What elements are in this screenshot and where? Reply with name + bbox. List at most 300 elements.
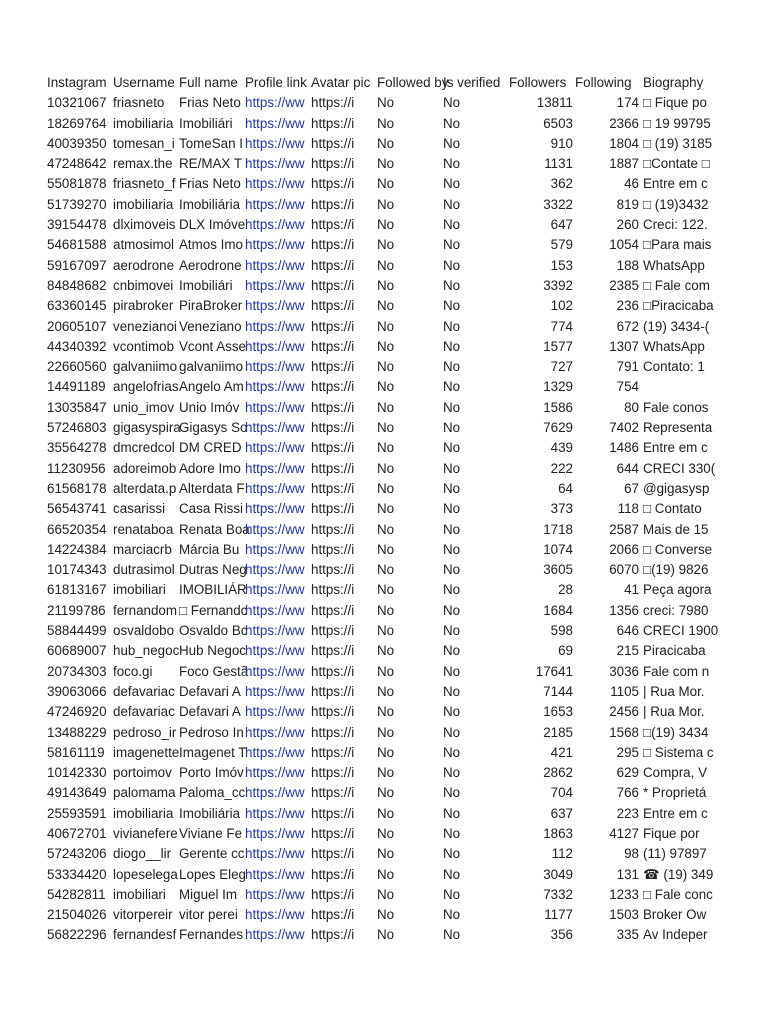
username-cell[interactable]: adoreimob (113, 460, 177, 476)
avatar-pic-cell[interactable]: https://i (311, 480, 355, 496)
instagram-id-cell[interactable]: 11230956 (47, 460, 106, 476)
username-cell[interactable]: vivianefere (113, 825, 178, 841)
is-verified-cell[interactable]: No (443, 582, 461, 598)
followed-by-cell[interactable]: No (377, 724, 395, 740)
followers-cell[interactable]: 910 (550, 135, 573, 151)
instagram-id-cell[interactable]: 63360145 (47, 298, 107, 314)
following-cell[interactable]: 1486 (609, 440, 639, 456)
full-name-cell[interactable]: Defavari A (179, 704, 241, 720)
instagram-id-cell[interactable]: 39063066 (47, 683, 107, 699)
following-cell[interactable]: 41 (624, 582, 639, 598)
instagram-id-cell[interactable]: 47246920 (47, 704, 107, 720)
profile-link-cell[interactable]: https://ww (245, 399, 305, 415)
instagram-id-cell[interactable]: 13488229 (47, 724, 107, 740)
followers-cell[interactable]: 579 (550, 237, 573, 253)
instagram-id-cell[interactable]: 54681588 (47, 237, 107, 253)
biography-cell[interactable]: (11) 97897 (643, 846, 707, 862)
avatar-pic-cell[interactable]: https://i (311, 846, 355, 862)
full-name-cell[interactable]: vitor perei (179, 907, 238, 923)
followed-by-cell[interactable]: No (377, 907, 395, 923)
username-cell[interactable]: unio_imov (113, 399, 175, 415)
avatar-pic-cell[interactable]: https://i (311, 176, 355, 192)
is-verified-cell[interactable]: No (443, 724, 461, 740)
following-cell[interactable]: 174 (616, 95, 639, 111)
biography-cell[interactable]: □ Sistema c (643, 744, 714, 760)
following-cell[interactable]: 766 (616, 785, 639, 801)
avatar-pic-cell[interactable]: https://i (311, 643, 355, 659)
full-name-cell[interactable]: Gigasys So (179, 420, 248, 436)
followers-cell[interactable]: 28 (558, 582, 573, 598)
profile-link-cell[interactable]: https://ww (245, 257, 305, 273)
avatar-pic-cell[interactable]: https://i (311, 623, 355, 639)
profile-link-cell[interactable]: https://ww (245, 825, 305, 841)
avatar-pic-cell[interactable]: https://i (311, 399, 355, 415)
full-name-cell[interactable]: DLX Imóve (179, 217, 246, 233)
instagram-id-cell[interactable]: 21199786 (47, 602, 106, 618)
biography-cell[interactable]: @gigasysp (643, 480, 710, 496)
avatar-pic-cell[interactable]: https://i (311, 765, 355, 781)
followed-by-cell[interactable]: No (377, 927, 395, 943)
is-verified-cell[interactable]: No (443, 643, 461, 659)
followers-cell[interactable]: 1586 (543, 399, 573, 415)
is-verified-cell[interactable]: No (443, 927, 461, 943)
followers-cell[interactable]: 1177 (544, 907, 573, 923)
followed-by-cell[interactable]: No (377, 115, 395, 131)
instagram-id-cell[interactable]: 56543741 (47, 501, 107, 517)
profile-link-cell[interactable]: https://ww (245, 176, 305, 192)
profile-link-cell[interactable]: https://ww (245, 217, 305, 233)
full-name-cell[interactable]: Gerente cc (179, 846, 245, 862)
full-name-cell[interactable]: □ Fernandc (179, 602, 248, 618)
following-cell[interactable]: 67 (624, 480, 639, 496)
username-cell[interactable]: friasneto_f (113, 176, 176, 192)
biography-cell[interactable]: Entre em c (643, 176, 708, 192)
followers-cell[interactable]: 3605 (543, 562, 573, 578)
followed-by-cell[interactable]: No (377, 480, 395, 496)
instagram-id-cell[interactable]: 21504026 (47, 907, 107, 923)
column-header[interactable]: Avatar pic (311, 75, 371, 90)
followers-cell[interactable]: 112 (551, 846, 573, 862)
followed-by-cell[interactable]: No (377, 156, 395, 172)
instagram-id-cell[interactable]: 10174343 (47, 562, 107, 578)
followed-by-cell[interactable]: No (377, 399, 395, 415)
biography-cell[interactable]: ☎ (19) 349 (643, 866, 714, 882)
followed-by-cell[interactable]: No (377, 683, 395, 699)
full-name-cell[interactable]: Casa Rissi (179, 501, 243, 517)
biography-cell[interactable]: Entre em c (643, 805, 708, 821)
avatar-pic-cell[interactable]: https://i (311, 379, 355, 395)
full-name-cell[interactable]: Fernandes (179, 927, 244, 943)
followed-by-cell[interactable]: No (377, 460, 395, 476)
column-header[interactable]: Biography (643, 75, 704, 90)
biography-cell[interactable]: creci: 7980 (643, 602, 709, 618)
followed-by-cell[interactable]: No (377, 602, 395, 618)
full-name-cell[interactable]: Imagenet T (179, 744, 247, 760)
instagram-id-cell[interactable]: 40672701 (47, 825, 107, 841)
instagram-id-cell[interactable]: 10142330 (47, 765, 107, 781)
following-cell[interactable]: 215 (616, 643, 639, 659)
avatar-pic-cell[interactable]: https://i (311, 135, 355, 151)
avatar-pic-cell[interactable]: https://i (311, 115, 355, 131)
followers-cell[interactable]: 3322 (543, 196, 573, 212)
biography-cell[interactable]: □Para mais (643, 237, 712, 253)
following-cell[interactable]: 1233 (609, 886, 639, 902)
followed-by-cell[interactable]: No (377, 623, 395, 639)
biography-cell[interactable]: □Piracicaba (643, 298, 714, 314)
full-name-cell[interactable]: galvaniimo (179, 359, 244, 375)
username-cell[interactable]: osvaldobo (113, 623, 175, 639)
followers-cell[interactable]: 774 (550, 318, 573, 334)
instagram-id-cell[interactable]: 22660560 (47, 359, 107, 375)
is-verified-cell[interactable]: No (443, 176, 461, 192)
following-cell[interactable]: 188 (616, 257, 639, 273)
instagram-id-cell[interactable]: 44340392 (47, 338, 107, 354)
instagram-id-cell[interactable]: 51739270 (47, 196, 107, 212)
username-cell[interactable]: defavariac (113, 683, 175, 699)
avatar-pic-cell[interactable]: https://i (311, 237, 355, 253)
followers-cell[interactable]: 102 (550, 298, 573, 314)
avatar-pic-cell[interactable]: https://i (311, 744, 355, 760)
full-name-cell[interactable]: IMOBILIÁR (179, 582, 247, 598)
instagram-id-cell[interactable]: 40039350 (47, 135, 107, 151)
is-verified-cell[interactable]: No (443, 480, 461, 496)
username-cell[interactable]: imobiliari (113, 582, 166, 598)
following-cell[interactable]: 629 (616, 765, 639, 781)
is-verified-cell[interactable]: No (443, 907, 461, 923)
avatar-pic-cell[interactable]: https://i (311, 825, 355, 841)
instagram-id-cell[interactable]: 59167097 (47, 257, 107, 273)
avatar-pic-cell[interactable]: https://i (311, 704, 355, 720)
profile-link-cell[interactable]: https://ww (245, 156, 305, 172)
instagram-id-cell[interactable]: 18269764 (47, 115, 107, 131)
full-name-cell[interactable]: TomeSan I (179, 135, 244, 151)
instagram-id-cell[interactable]: 10321067 (47, 95, 107, 111)
avatar-pic-cell[interactable]: https://i (311, 521, 355, 537)
followed-by-cell[interactable]: No (377, 196, 395, 212)
avatar-pic-cell[interactable]: https://i (311, 907, 355, 923)
is-verified-cell[interactable]: No (443, 704, 461, 720)
following-cell[interactable]: 4127 (609, 825, 639, 841)
followed-by-cell[interactable]: No (377, 541, 395, 557)
is-verified-cell[interactable]: No (443, 683, 461, 699)
followed-by-cell[interactable]: No (377, 379, 395, 395)
followed-by-cell[interactable]: No (377, 886, 395, 902)
followers-cell[interactable]: 1653 (543, 704, 573, 720)
full-name-cell[interactable]: Paloma_cc (179, 785, 246, 801)
followers-cell[interactable]: 2185 (543, 724, 573, 740)
followed-by-cell[interactable]: No (377, 562, 395, 578)
instagram-id-cell[interactable]: 61813167 (47, 582, 107, 598)
avatar-pic-cell[interactable]: https://i (311, 277, 355, 293)
username-cell[interactable]: fernandesf (113, 927, 177, 943)
full-name-cell[interactable]: Hub Negoc (179, 643, 246, 659)
followed-by-cell[interactable]: No (377, 744, 395, 760)
profile-link-cell[interactable]: https://ww (245, 521, 305, 537)
full-name-cell[interactable]: Atmos Imo (179, 237, 243, 253)
full-name-cell[interactable]: Imobiliári (179, 277, 233, 293)
following-cell[interactable]: 80 (624, 399, 639, 415)
followers-cell[interactable]: 2862 (543, 765, 573, 781)
following-cell[interactable]: 1307 (609, 338, 639, 354)
avatar-pic-cell[interactable]: https://i (311, 338, 355, 354)
instagram-id-cell[interactable]: 84848682 (47, 277, 107, 293)
is-verified-cell[interactable]: No (443, 379, 461, 395)
followed-by-cell[interactable]: No (377, 663, 395, 679)
followers-cell[interactable]: 1718 (543, 521, 573, 537)
biography-cell[interactable]: Creci: 122. (643, 217, 708, 233)
username-cell[interactable]: lopeselega (113, 866, 178, 882)
full-name-cell[interactable]: Márcia Bu (179, 541, 240, 557)
followed-by-cell[interactable]: No (377, 805, 395, 821)
following-cell[interactable]: 223 (616, 805, 639, 821)
avatar-pic-cell[interactable]: https://i (311, 196, 355, 212)
following-cell[interactable]: 335 (616, 927, 639, 943)
biography-cell[interactable]: □ (19) 3185 (643, 135, 713, 151)
username-cell[interactable]: pedroso_ir (113, 724, 177, 740)
biography-cell[interactable]: □ Converse (643, 541, 713, 557)
username-cell[interactable]: imagenette (113, 744, 180, 760)
instagram-id-cell[interactable]: 25593591 (47, 805, 107, 821)
full-name-cell[interactable]: DM CRED (179, 440, 242, 456)
following-cell[interactable]: 2366 (609, 115, 639, 131)
biography-cell[interactable]: (19) 3434-( (643, 318, 710, 334)
following-cell[interactable]: 819 (616, 196, 639, 212)
full-name-cell[interactable]: Porto Imóv (179, 765, 244, 781)
profile-link-cell[interactable]: https://ww (245, 480, 305, 496)
biography-cell[interactable]: Fale conos (643, 399, 709, 415)
profile-link-cell[interactable]: https://ww (245, 277, 305, 293)
username-cell[interactable]: casarissi (113, 501, 166, 517)
is-verified-cell[interactable]: No (443, 744, 461, 760)
followed-by-cell[interactable]: No (377, 521, 395, 537)
profile-link-cell[interactable]: https://ww (245, 420, 305, 436)
following-cell[interactable]: 6070 (609, 562, 639, 578)
followed-by-cell[interactable]: No (377, 318, 395, 334)
biography-cell[interactable]: □ 19 99795 (643, 115, 711, 131)
is-verified-cell[interactable]: No (443, 217, 461, 233)
username-cell[interactable]: vitorpereir (113, 907, 173, 923)
following-cell[interactable]: 295 (616, 744, 639, 760)
is-verified-cell[interactable]: No (443, 825, 461, 841)
avatar-pic-cell[interactable]: https://i (311, 359, 355, 375)
biography-cell[interactable]: □ Contato (643, 501, 702, 517)
full-name-cell[interactable]: RE/MAX T (179, 156, 242, 172)
followers-cell[interactable]: 362 (550, 176, 573, 192)
username-cell[interactable]: imobiliari (113, 886, 166, 902)
following-cell[interactable]: 791 (616, 359, 639, 375)
followers-cell[interactable]: 69 (558, 643, 573, 659)
biography-cell[interactable]: * Proprietá (643, 785, 707, 801)
is-verified-cell[interactable]: No (443, 420, 461, 436)
biography-cell[interactable]: Broker Ow (643, 907, 707, 923)
biography-cell[interactable]: □ Fale com (643, 277, 710, 293)
column-header[interactable]: Profile link (245, 75, 307, 90)
is-verified-cell[interactable]: No (443, 663, 461, 679)
username-cell[interactable]: portoimov (113, 765, 172, 781)
profile-link-cell[interactable]: https://ww (245, 643, 305, 659)
username-cell[interactable]: imobiliaria (113, 115, 174, 131)
followers-cell[interactable]: 13811 (536, 95, 573, 111)
followers-cell[interactable]: 1074 (543, 541, 573, 557)
following-cell[interactable]: 260 (616, 217, 639, 233)
is-verified-cell[interactable]: No (443, 196, 461, 212)
following-cell[interactable]: 1568 (609, 724, 639, 740)
instagram-id-cell[interactable]: 13035847 (47, 399, 107, 415)
full-name-cell[interactable]: Defavari A (179, 683, 241, 699)
followed-by-cell[interactable]: No (377, 217, 395, 233)
biography-cell[interactable] (641, 377, 707, 397)
following-cell[interactable]: 1054 (609, 237, 639, 253)
following-cell[interactable]: 236 (616, 298, 639, 314)
followed-by-cell[interactable]: No (377, 825, 395, 841)
profile-link-cell[interactable]: https://ww (245, 765, 305, 781)
full-name-cell[interactable]: Miguel Im (179, 886, 238, 902)
username-cell[interactable]: dutrasimol (113, 562, 175, 578)
instagram-id-cell[interactable]: 14224384 (47, 541, 107, 557)
column-header[interactable]: Followers (509, 75, 567, 90)
is-verified-cell[interactable]: No (443, 785, 461, 801)
profile-link-cell[interactable]: https://ww (245, 196, 305, 212)
instagram-id-cell[interactable]: 20734303 (47, 663, 107, 679)
full-name-cell[interactable]: Imobiliári (179, 115, 233, 131)
avatar-pic-cell[interactable]: https://i (311, 217, 355, 233)
profile-link-cell[interactable]: https://ww (245, 338, 305, 354)
following-cell[interactable]: 2066 (609, 541, 639, 557)
profile-link-cell[interactable]: https://ww (245, 846, 305, 862)
is-verified-cell[interactable]: No (443, 277, 461, 293)
username-cell[interactable]: friasneto (113, 95, 165, 111)
is-verified-cell[interactable]: No (443, 359, 461, 375)
is-verified-cell[interactable]: No (443, 257, 461, 273)
avatar-pic-cell[interactable]: https://i (311, 582, 355, 598)
full-name-cell[interactable]: Frias Neto (179, 95, 241, 111)
profile-link-cell[interactable]: https://ww (245, 318, 305, 334)
followers-cell[interactable]: 1863 (543, 825, 573, 841)
avatar-pic-cell[interactable]: https://i (311, 724, 355, 740)
avatar-pic-cell[interactable]: https://i (311, 156, 355, 172)
full-name-cell[interactable]: Adore Imo (179, 460, 241, 476)
full-name-cell[interactable]: Renata Boa (179, 521, 250, 537)
profile-link-cell[interactable]: https://ww (245, 298, 305, 314)
avatar-pic-cell[interactable]: https://i (311, 602, 355, 618)
profile-link-cell[interactable]: https://ww (245, 927, 305, 943)
username-cell[interactable]: angelofrias (113, 379, 179, 395)
is-verified-cell[interactable]: No (443, 237, 461, 253)
followed-by-cell[interactable]: No (377, 420, 395, 436)
biography-cell[interactable]: □(19) 9826 (643, 562, 709, 578)
followed-by-cell[interactable]: No (377, 785, 395, 801)
instagram-id-cell[interactable]: 39154478 (47, 217, 107, 233)
avatar-pic-cell[interactable]: https://i (311, 785, 355, 801)
full-name-cell[interactable]: Viviane Fe (179, 825, 243, 841)
followers-cell[interactable]: 64 (558, 480, 573, 496)
followers-cell[interactable]: 704 (550, 785, 573, 801)
username-cell[interactable]: foco.gi (113, 663, 153, 679)
followed-by-cell[interactable]: No (377, 440, 395, 456)
following-cell[interactable]: 131 (616, 866, 639, 882)
instagram-id-cell[interactable]: 58844499 (47, 623, 107, 639)
username-cell[interactable]: diogo__lir (113, 846, 172, 862)
followed-by-cell[interactable]: No (377, 95, 395, 111)
instagram-id-cell[interactable]: 66520354 (47, 521, 107, 537)
following-cell[interactable]: 1503 (609, 907, 639, 923)
instagram-id-cell[interactable]: 54282811 (47, 886, 106, 902)
is-verified-cell[interactable]: No (443, 298, 461, 314)
instagram-id-cell[interactable]: 57246803 (47, 420, 107, 436)
instagram-id-cell[interactable]: 55081878 (47, 176, 107, 192)
username-cell[interactable]: tomesan_i (113, 135, 175, 151)
followers-cell[interactable]: 373 (550, 501, 573, 517)
username-cell[interactable]: aerodrone (113, 257, 175, 273)
profile-link-cell[interactable]: https://ww (245, 704, 305, 720)
full-name-cell[interactable]: Lopes Eleg (179, 866, 247, 882)
biography-cell[interactable]: Compra, V (643, 765, 707, 781)
profile-link-cell[interactable]: https://ww (245, 663, 305, 679)
is-verified-cell[interactable]: No (443, 846, 461, 862)
profile-link-cell[interactable]: https://ww (245, 602, 305, 618)
followers-cell[interactable]: 17641 (535, 663, 573, 679)
is-verified-cell[interactable]: No (443, 135, 461, 151)
biography-cell[interactable]: Fale com n (643, 663, 710, 679)
is-verified-cell[interactable]: No (443, 95, 461, 111)
followed-by-cell[interactable]: No (377, 643, 395, 659)
followers-cell[interactable]: 7144 (543, 683, 573, 699)
following-cell[interactable]: 1804 (609, 135, 639, 151)
avatar-pic-cell[interactable]: https://i (311, 501, 355, 517)
biography-cell[interactable]: CRECI 330( (643, 460, 716, 476)
biography-cell[interactable]: □ Fale conc (643, 886, 713, 902)
profile-link-cell[interactable]: https://ww (245, 805, 305, 821)
full-name-cell[interactable]: Veneziano (179, 318, 242, 334)
followed-by-cell[interactable]: No (377, 846, 395, 862)
profile-link-cell[interactable]: https://ww (245, 744, 305, 760)
profile-link-cell[interactable]: https://ww (245, 237, 305, 253)
avatar-pic-cell[interactable]: https://i (311, 663, 355, 679)
profile-link-cell[interactable]: https://ww (245, 379, 305, 395)
profile-link-cell[interactable]: https://ww (245, 95, 305, 111)
avatar-pic-cell[interactable]: https://i (311, 866, 355, 882)
biography-cell[interactable]: □(19) 3434 (643, 724, 709, 740)
profile-link-cell[interactable]: https://ww (245, 440, 305, 456)
is-verified-cell[interactable]: No (443, 318, 461, 334)
followed-by-cell[interactable]: No (377, 704, 395, 720)
username-cell[interactable]: atmosimol (113, 237, 175, 253)
biography-cell[interactable]: | Rua Mor. (643, 683, 705, 699)
avatar-pic-cell[interactable]: https://i (311, 460, 355, 476)
column-header[interactable]: Following (575, 75, 632, 90)
instagram-id-cell[interactable]: 49143649 (47, 785, 107, 801)
profile-link-cell[interactable]: https://ww (245, 501, 305, 517)
column-header[interactable]: Followed by (377, 75, 449, 90)
profile-link-cell[interactable]: https://ww (245, 724, 305, 740)
followers-cell[interactable]: 439 (550, 440, 573, 456)
full-name-cell[interactable]: Imobiliária (179, 196, 241, 212)
instagram-id-cell[interactable]: 14491189 (47, 379, 106, 395)
followers-cell[interactable]: 7629 (543, 420, 573, 436)
instagram-id-cell[interactable]: 53334420 (47, 866, 107, 882)
instagram-id-cell[interactable]: 56822296 (47, 927, 107, 943)
full-name-cell[interactable]: Dutras Neg (179, 562, 247, 578)
following-cell[interactable]: 1887 (609, 156, 639, 172)
column-header[interactable]: Is verified (443, 75, 501, 90)
followers-cell[interactable]: 1577 (543, 338, 573, 354)
biography-cell[interactable]: Mais de 15 (643, 521, 709, 537)
is-verified-cell[interactable]: No (443, 115, 461, 131)
biography-cell[interactable]: Contato: 1 (643, 359, 705, 375)
following-cell[interactable]: 7402 (609, 420, 639, 436)
followed-by-cell[interactable]: No (377, 866, 395, 882)
full-name-cell[interactable]: PiraBroker (179, 298, 243, 314)
